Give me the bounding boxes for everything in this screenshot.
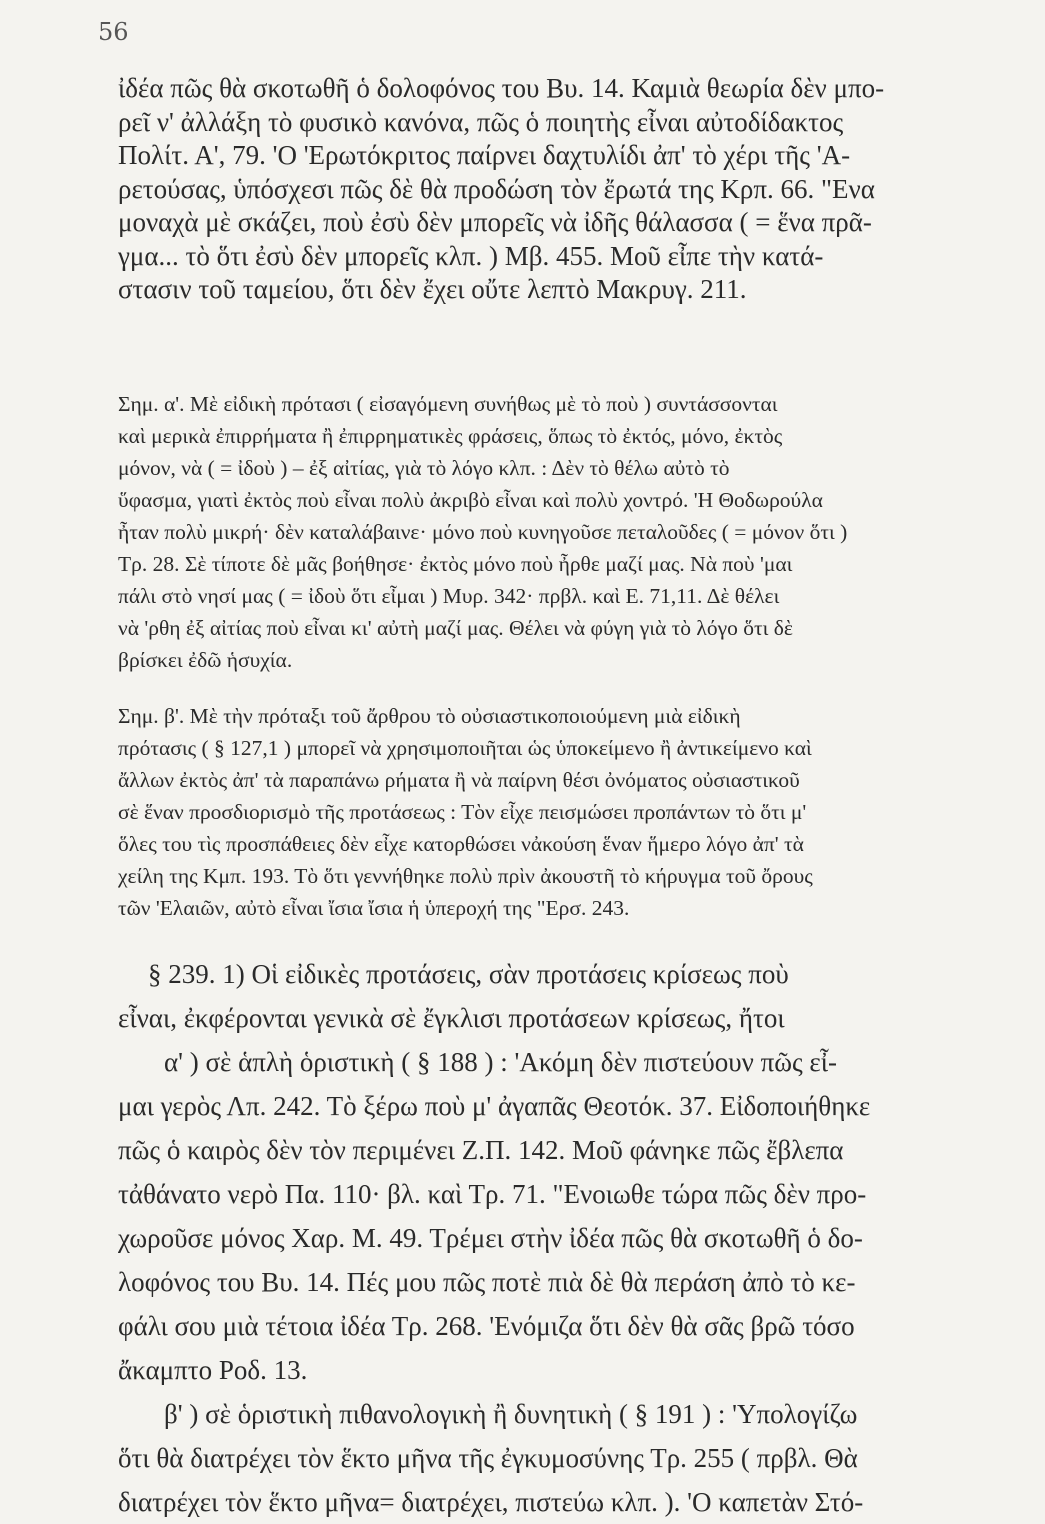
text-line: διατρέχει τὸν ἕκτο μῆνα= διατρέχει, πιστεύω κλπ. ). 'Ο καπετὰν Στό- [118, 1487, 864, 1517]
text-line: σὲ ἕναν προσδιορισμὸ τῆς προτάσεως : Τὸν εἶχε πεισμώσει προπάντων τὸ ὅτι μ' [118, 800, 807, 824]
text-line: βρίσκει ἐδῶ ἡσυχία. [118, 648, 293, 672]
text-line: πῶς ὁ καιρὸς δὲν τὸν περιμένει Ζ.Π. 142. Μοῦ φάνηκε πῶς ἔβλεπα [118, 1135, 844, 1165]
text-line: φάλι σου μιὰ τέτοια ἰδέα Τρ. 268. 'Ενόμιζα ὅτι δὲν θὰ σᾶς βρῶ τόσο [118, 1311, 855, 1341]
text-line: πρότασις ( § 127,1 ) μπορεῖ νὰ χρησιμοποιῆται ὡς ὑποκείμενο ἢ ἀντικείμενο καὶ [118, 736, 812, 760]
text-line: λοφόνος του Βυ. 14. Πές μου πῶς ποτὲ πιὰ δὲ θὰ περάση ἀπὸ τὸ κε- [118, 1267, 856, 1297]
text-line: ὅλες του τὶς προσπάθειες δὲν εἶχε κατορθώσει νἀκούση ἕναν ἥμερο λόγο ἀπ' τὰ [118, 832, 804, 856]
text-line: ρετούσας, ὑπόσχεσι πῶς δὲ θὰ προδώση τὸν ἔρωτά της Κρπ. 66. "Ενα [118, 173, 875, 204]
note-a [118, 388, 1018, 676]
text-line: νὰ 'ρθη ἐξ αἰτίας ποὺ εἶναι κι' αὐτὴ μαζί μας. Θέλει νὰ φύγη γιὰ τὸ λόγο ὅτι δὲ [118, 616, 793, 640]
paragraph-continuation [118, 72, 1018, 307]
item-b [118, 1392, 1018, 1524]
item-a [118, 1040, 1018, 1392]
text-line: ρεῖ ν' ἀλλάξη τὸ φυσικὸ κανόνα, πῶς ὁ ποιητὴς εἶναι αὐτοδίδακτος [118, 106, 844, 137]
text-line: Σημ. β'. Μὲ τὴν πρόταξι τοῦ ἄρθρου τὸ οὐσιαστικοποιούμενη μιὰ εἰδικὴ [118, 704, 741, 728]
text-line: Σημ. α'. Μὲ εἰδικὴ πρότασι ( εἰσαγόμενη συνήθως μὲ τὸ ποὺ ) συντάσσονται [118, 392, 778, 416]
text-line: α' ) σὲ ἁπλὴ ὁριστικὴ ( § 188 ) : 'Ακόμη δὲν πιστεύουν πῶς εἶ- [164, 1047, 838, 1077]
text-line: πάλι στὸ νησί μας ( = ἰδοὺ ὅτι εἶμαι ) Μυρ. 342· πρβλ. καὶ Ε. 71,11. Δὲ θέλει [118, 584, 780, 608]
text-line: χωροῦσε μόνος Χαρ. Μ. 49. Τρέμει στὴν ἰδέα πῶς θὰ σκοτωθῆ ὁ δο- [118, 1223, 863, 1253]
text-line: ἦταν πολὺ μικρή· δὲν καταλάβαινε· μόνο ποὺ κυνηγοῦσε πεταλοῦδες ( = μόνον ὅτι ) [118, 520, 848, 544]
text-line: μαι γερὸς Λπ. 242. Τὸ ξέρω ποὺ μ' ἀγαπᾶς Θεοτόκ. 37. Εἰδοποιήθηκε [118, 1091, 871, 1121]
text-line: μόνον, νὰ ( = ἰδοὺ ) – ἐξ αἰτίας, γιὰ τὸ λόγο κλπ. : Δὲν τὸ θέλω αὐτὸ τὸ [118, 456, 730, 480]
text-line: στασιν τοῦ ταμείου, ὅτι δὲν ἔχει οὔτε λεπτὸ Μακρυγ. 211. [118, 274, 747, 304]
text-line: Πολίτ. Α', 79. 'Ο 'Ερωτόκριτος παίρνει δαχτυλίδι ἀπ' τὸ χέρι τῆς 'Α- [118, 140, 851, 170]
text-line: μοναχὰ μὲ σκάζει, ποὺ ἐσὺ δὲν μπορεῖς νὰ ἰδῆς θάλασσα ( = ἕνα πρᾶ- [118, 207, 872, 237]
text-line: ἄλλων ἐκτὸς ἀπ' τὰ παραπάνω ρήματα ἢ νὰ παίρνη θέσι ὀνόματος οὐσιαστικοῦ [118, 768, 800, 792]
text-line: ἰδέα πῶς θὰ σκοτωθῆ ὁ δολοφόνος του Βυ. 14. Καμιὰ θεωρία δὲν μπο- [118, 73, 885, 103]
section-239 [118, 952, 1018, 1040]
note-b [118, 700, 1018, 924]
text-line: ὕφασμα, γιατὶ ἐκτὸς ποὺ εἶναι πολὺ ἀκριβὸ εἶναι καὶ πολὺ χοντρό. 'Η Θοδωρούλα [118, 488, 823, 512]
page-number: 56 [98, 18, 129, 46]
text-line: ὅτι θὰ διατρέχει τὸν ἕκτο μῆνα τῆς ἐγκυμοσύνης Τρ. 255 ( πρβλ. Θὰ [118, 1443, 858, 1473]
section-heading-line: § 239. 1) Οἱ εἰδικὲς προτάσεις, σὰν προτάσεις κρίσεως ποὺ [148, 959, 789, 989]
text-line: τἀθάνατο νερὸ Πα. 110· βλ. καὶ Τρ. 71. "Ενοιωθε τώρα πῶς δὲν προ- [118, 1179, 867, 1209]
text-line: Τρ. 28. Σὲ τίποτε δὲ μᾶς βοήθησε· ἐκτὸς μόνο ποὺ ἦρθε μαζί μας. Νὰ ποὺ 'μαι [118, 552, 793, 576]
text-line: γμα... τὸ ὅτι ἐσὺ δὲν μπορεῖς κλπ. ) Μβ. 455. Μοῦ εἶπε τὴν κατά- [118, 240, 824, 271]
text-line: τῶν 'Ελαιῶν, αὐτὸ εἶναι ἴσια ἴσια ἡ ὑπεροχή της "Ερσ. 243. [118, 896, 630, 920]
text-line: β' ) σὲ ὁριστικὴ πιθανολογικὴ ἢ δυνητικὴ ( § 191 ) : 'Υπολογίζω [164, 1399, 858, 1429]
text-line: καὶ μερικὰ ἐπιρρήματα ἢ ἐπιρρηματικὲς φράσεις, ὅπως τὸ ἐκτός, μόνο, ἐκτὸς [118, 424, 783, 448]
text-line: ἄκαμπτο Ροδ. 13. [118, 1355, 308, 1385]
text-line: χείλη της Κμπ. 193. Τὸ ὅτι γεννήθηκε πολὺ πρὶν ἀκουστῆ τὸ κήρυγμα τοῦ ὄρους [118, 864, 813, 888]
text-line: εἶναι, ἐκφέρονται γενικὰ σὲ ἔγκλισι προτάσεων κρίσεως, ἤτοι [118, 1003, 785, 1033]
